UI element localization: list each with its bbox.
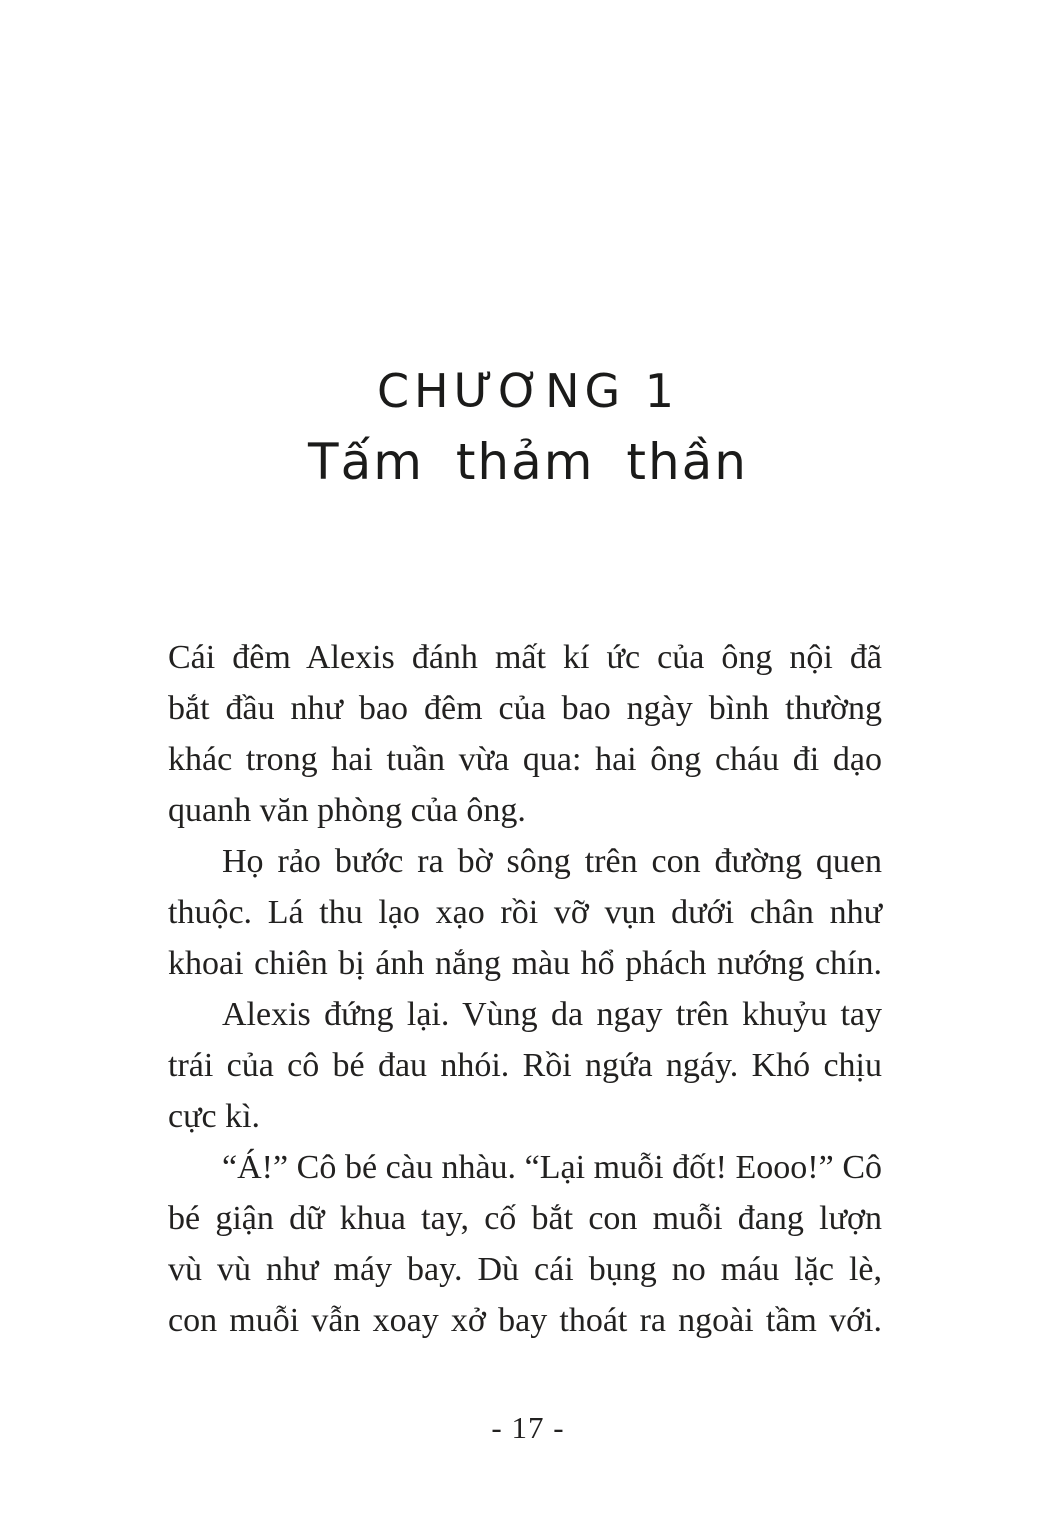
chapter-heading — [0, 362, 1056, 500]
page-number: - 17 - — [491, 1410, 565, 1445]
paragraph — [168, 1142, 882, 1346]
paragraph — [168, 989, 882, 1142]
body-line: bắt đầu như bao đêm của bao ngày bình thường — [168, 690, 882, 727]
body-line: thuộc. Lá thu lạo xạo rồi vỡ vụn dưới chân như — [168, 894, 882, 931]
body-line: khoai chiên bị ánh nắng màu hổ phách nướng chín. — [168, 945, 882, 982]
body-line: trái của cô bé đau nhói. Rồi ngứa ngáy. Khó chịu — [168, 1047, 882, 1084]
paragraph — [168, 632, 882, 836]
chapter-title: Tấm thảm thần — [308, 433, 748, 491]
paragraph — [168, 836, 882, 989]
body-line: con muỗi vẫn xoay xở bay thoát ra ngoài tầm với. — [168, 1302, 882, 1339]
body-line: vù vù như máy bay. Dù cái bụng no máu lặc lè, — [168, 1251, 882, 1288]
chapter-number: CHƯƠNG 1 — [376, 364, 680, 418]
body-line: Cái đêm Alexis đánh mất kí ức của ông nội đã — [168, 639, 882, 676]
body-line: “Á!” Cô bé càu nhàu. “Lại muỗi đốt! Eooo!” Cô — [222, 1149, 882, 1186]
body-line: quanh văn phòng của ông. — [168, 792, 526, 829]
body-line: bé giận dữ khua tay, cố bắt con muỗi đang lượn — [168, 1200, 882, 1237]
body-text — [168, 632, 882, 1346]
body-line: khác trong hai tuần vừa qua: hai ông cháu đi dạo — [168, 741, 882, 778]
body-line: Họ rảo bước ra bờ sông trên con đường quen — [222, 843, 882, 880]
body-line: Alexis đứng lại. Vùng da ngay trên khuỷu tay — [222, 996, 882, 1033]
body-line: cực kì. — [168, 1098, 261, 1135]
